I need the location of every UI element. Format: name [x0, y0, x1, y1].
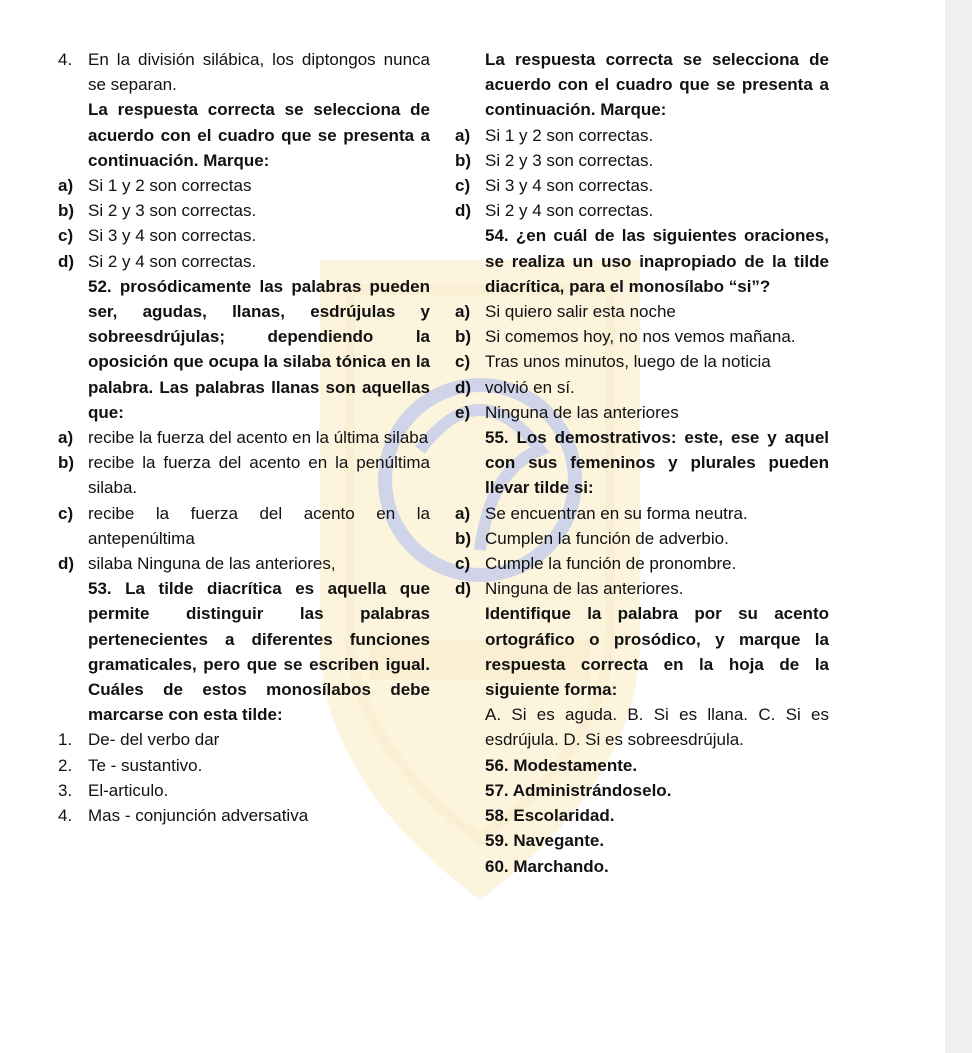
question-4 — [58, 47, 430, 97]
option-a: a) Se encuentran en su forma neutra. — [455, 503, 748, 523]
option-c: c) Cumple la función de pronombre. — [455, 554, 737, 574]
option-c: c) Si 3 y 4 son correctas. — [58, 226, 257, 246]
word-item: 59. Navegante. — [485, 831, 605, 851]
list-item: 3. El-articulo. — [58, 780, 169, 800]
option-c: c) Tras unos minutos, luego de la noticia — [455, 352, 771, 372]
word-item: 57. Administrándoselo. — [485, 780, 672, 800]
word-item: 58. Escolaridad. — [485, 806, 615, 826]
option-d: d) Si 2 y 4 son correctas. — [455, 201, 654, 221]
option-b: b) Si 2 y 3 son correctas. — [58, 201, 257, 221]
option-a: a) Si 1 y 2 son correctas. — [455, 125, 654, 145]
instruction-text: La respuesta correcta se selecciona de acuerdo con el cuadro que se presenta a continuación. Marque: — [485, 50, 829, 120]
page-margin-strip — [945, 0, 972, 1053]
option-c: c) Si 3 y 4 son correctas. — [455, 176, 654, 196]
option-e: e) Ninguna de las anteriores — [455, 402, 679, 422]
word-item: 60. Marchando. — [485, 856, 609, 876]
option-a: a) Si 1 y 2 son correctas — [58, 176, 252, 196]
option-b: b) Si comemos hoy, no nos vemos mañana. — [455, 327, 796, 347]
instruction-text: La respuesta correcta se selecciona de acuerdo con el cuadro que se presenta a continuación. Marque: — [88, 100, 430, 170]
left-column — [58, 47, 430, 828]
question-52: 52. prosódicamente las palabras pueden ser, agudas, llanas, esdrújulas y sobreesdrújulas; dependiendo la oposición que ocupa la silaba tónica en la palabra. Las palabras llanas son aquellas que: — [88, 276, 430, 422]
option-c: c) recibe la fuerza del acento en la antepenúltima — [58, 503, 430, 548]
option-a: a) Si quiero salir esta noche — [455, 302, 676, 322]
list-item: 2. Te - sustantivo. — [58, 755, 203, 775]
question-55: 55. Los demostrativos: este, ese y aquel con sus femeninos y plurales pueden llevar tilde si: — [485, 428, 829, 498]
answer-key: A. Si es aguda. B. Si es llana. C. Si es esdrújula. D. Si es sobreesdrújula. — [485, 705, 829, 750]
option-b: b) Cumplen la función de adverbio. — [455, 528, 729, 548]
option-b: b) recibe la fuerza del acento en la penúltima silaba. — [58, 453, 430, 498]
identify-instruction: Identifique la palabra por su acento ortográfico o prosódico, y marque la respuesta correcta en la hoja de la siguiente forma: — [485, 604, 829, 700]
question-54: 54. ¿en cuál de las siguientes oraciones, se realiza un uso inapropiado de la tilde diacrítica, para el monosílabo “si”? — [485, 226, 829, 296]
question-53: 53. La tilde diacrítica es aquella que permite distinguir las palabras pertenecientes a diferentes funciones gramaticales, pero que se escriben igual. Cuáles de estos monosílabos debe marcarse con esta tilde: — [88, 579, 430, 725]
list-item: 4. Mas - conjunción adversativa — [58, 806, 309, 826]
option-d: d) volvió en sí. — [455, 377, 575, 397]
option-a: a) recibe la fuerza del acento en la última silaba — [58, 428, 429, 448]
list-item: 1. De- del verbo dar — [58, 730, 220, 750]
question-number: 4. — [58, 50, 73, 69]
question-text: En la división silábica, los diptongos nunca se separan. — [88, 50, 430, 95]
right-column — [455, 47, 829, 879]
word-item: 56. Modestamente. — [485, 755, 638, 775]
option-d: d) silaba Ninguna de las anteriores, — [58, 554, 336, 574]
option-d: d) Si 2 y 4 son correctas. — [58, 251, 257, 271]
option-b: b) Si 2 y 3 son correctas. — [455, 150, 654, 170]
option-d: d) Ninguna de las anteriores. — [455, 579, 684, 599]
